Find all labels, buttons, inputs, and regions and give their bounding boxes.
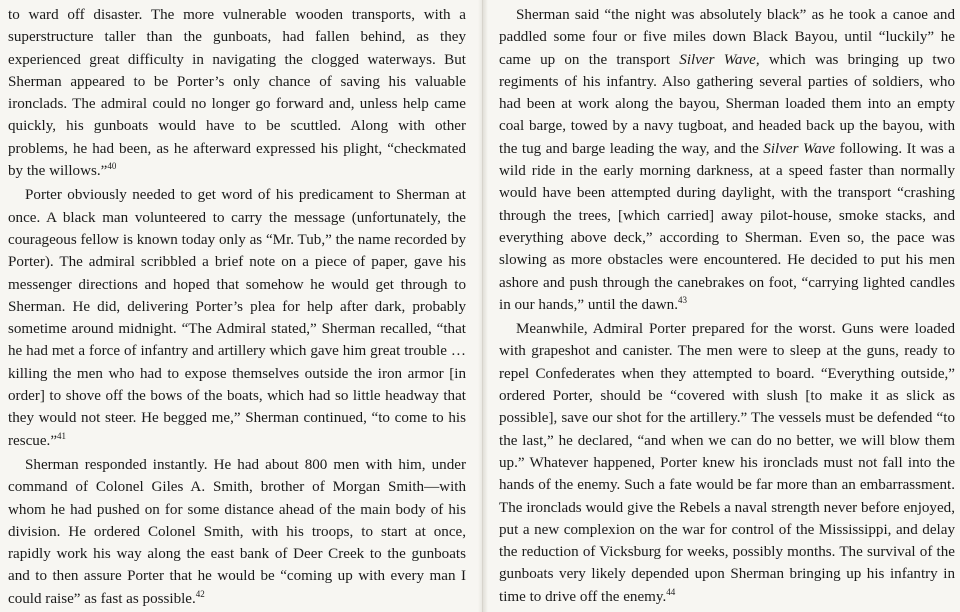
paragraph-porter-message: Porter obviously needed to get word of his predicament to Sherman at once. A black man volunteered to carry the message (unfortunately, the courageous fellow is known today only as “Mr. Tub,” the name recorded by Porter). The admiral scribbled a brief note on a piece of paper, gave his messenger directions and hoped that somehow he would get through to Sherman. He did, delivering Porter’s plea for help after dark, probably sometime around midnight. “The Admiral stated,” Sherman recalled, “that he had met a force of infantry and artillery which gave him great trouble … killing the men who had to expose themselves outside the iron armor [in order] to shove off the bows of the boats, which had so little headway that they would not steer. He begged me,” Sherman continued, “to come to his rescue.”$^{41}$ (8, 187, 466, 449)
paragraph-checkmated-by-willows: to ward off disaster. The more vulnerable wooden transports, with a superstructure taller than the gunboats, had fallen behind, as they experienced great difficulty in navigating the clogged waterways. But Sherman appeared to be Porter’s only chance of saving his valuable ironclads. The admiral could no longer go forward and, unless help came quickly, his gunboats would have to be scuttled. Along with other problems, he had been, as he afterward expressed his plight, “checkmated by the willows.”$^{40}$ (8, 7, 466, 180)
paragraph-sherman-responded: Sherman responded instantly. He had about 800 men with him, under command of Colonel Giles A. Smith, brother of Morgan Smith—with whom he had pushed on for some distance ahead of the main body of his division. He ordered Colonel Smith, with his troops, to start at once, rapidly work his way along the east bank of Deer Creek to the gunboats and to then assure Porter that he would be “coming up with every man I could raise” as fast as possible.$^{42}$ (8, 456, 466, 607)
left-page (8, 4, 466, 608)
paragraph-porter-prepared: Meanwhile, Admiral Porter prepared for the worst. Guns were loaded with grapeshot and canister. The men were to sleep at the guns, ready to repel Confederates when they attempted to board. “Everything outside,” ordered Porter, should be “covered with slush [to make it as slick as possible], save our shot for the artillery.” The vessels must be defended “to the last,” he declared, “and when we can do no better, we will blow them up.” Whatever happened, Porter knew his ironclads must not fall into the hands of the enemy. Such a fate would be far more than an embarrassment. The ironclads would give the Rebels a naval strength never before enjoyed, put a new complexion on the war for control of the Mississippi, and delay the reduction of Vicksburg for weeks, possibly months. The survival of the gunboats very likely depended upon Sherman bringing up his infantry in time to drive off the enemy.$^{44}$ (499, 321, 955, 605)
ship-name-silver-wave: Silver Wave (679, 51, 756, 68)
footnote-ref-40: 40 (107, 161, 117, 172)
right-page (499, 4, 955, 608)
footnote-ref-43: 43 (678, 294, 687, 305)
book-gutter (478, 0, 488, 612)
paragraph-night-absolutely-black: Sherman said “the night was absolutely black” as he took a canoe and paddled some four or five miles down Black Bayou, until “luckily” he came up on the transport Silver Wave, which was bringing up two regiments of his infantry. Also gathering several parties of soldiers, who had been at work along the bayou, Sherman loaded them into an empty coal barge, towed by a navy tugboat, and headed back up the bayou, with the tug and barge leading the way, and the Silver Wave following. It was a wild ride in the early morning darkness, at a speed faster than normally would have been attempted during daylight, with the transport “crashing through the trees, [which carried] away pilot-house, smoke stacks, and everything above deck,” according to Sherman. Even so, the pace was slowing as more obstacles were encountered. He decided to put his men ashore and push through the canebrakes on foot, “carrying lighted candles in our hands,” until the dawn.$^{43}$ (499, 7, 955, 313)
ship-name-silver-wave: Silver Wave (763, 140, 836, 157)
footnote-ref-44: 44 (666, 586, 676, 597)
footnote-ref-42: 42 (195, 588, 205, 599)
footnote-ref-41: 41 (57, 430, 67, 441)
gutter-fold-line (482, 0, 483, 612)
